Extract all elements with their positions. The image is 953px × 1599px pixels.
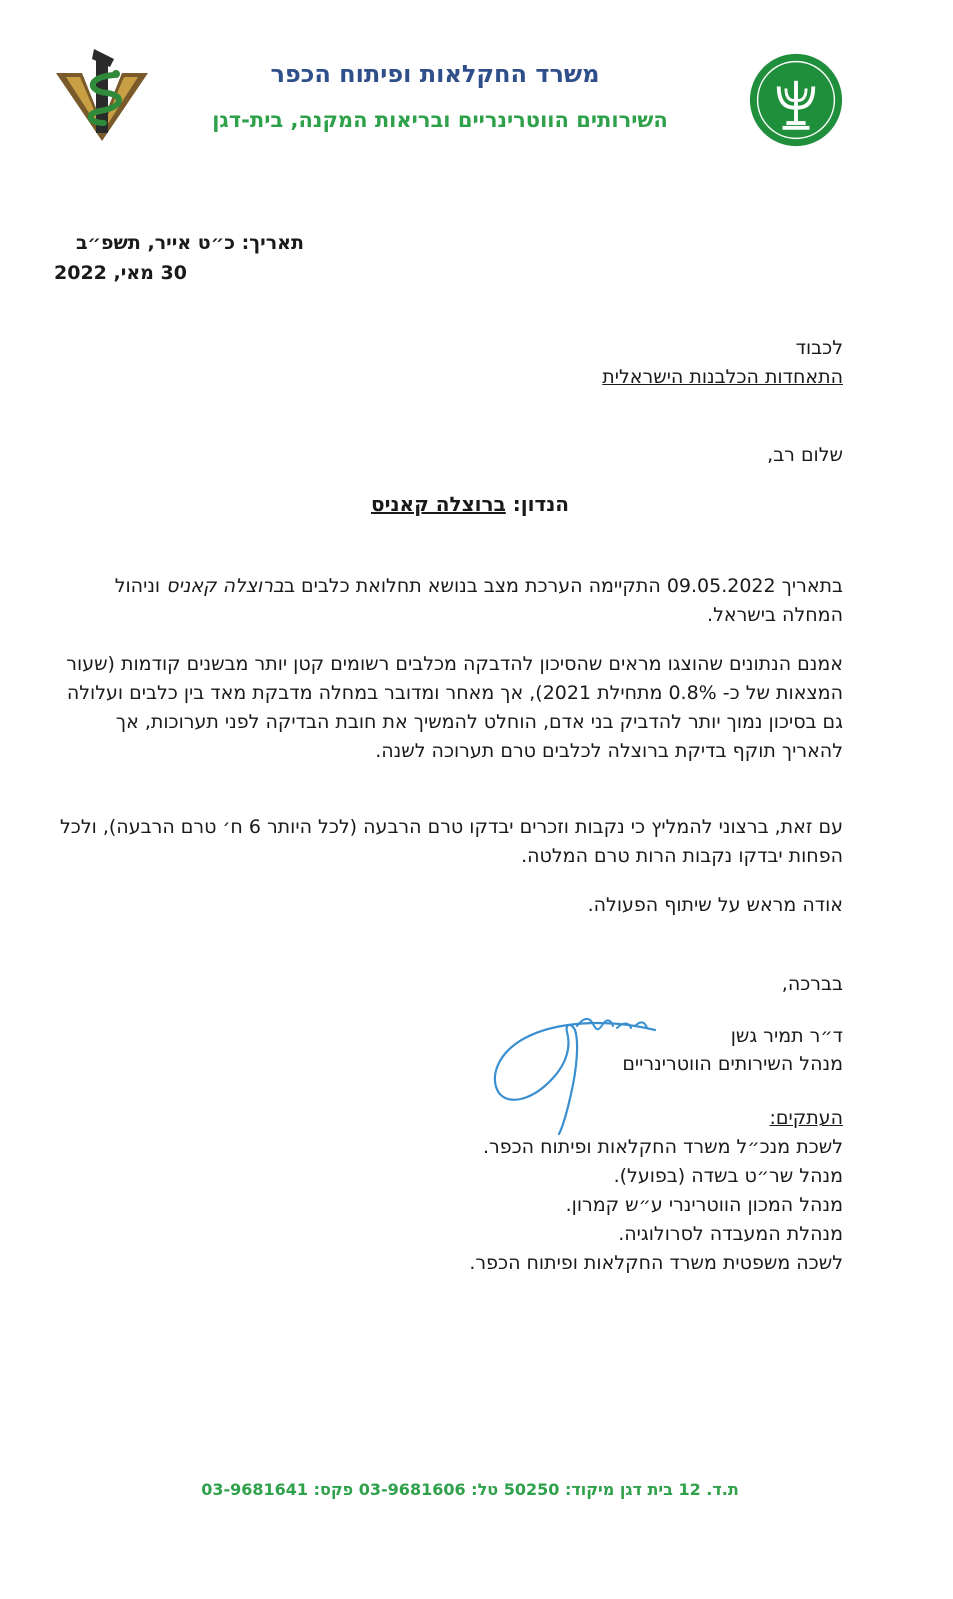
service-title: השירותים הווטרינריים ובריאות המקנה, בית-דגן xyxy=(212,108,668,132)
paragraph-1-italic: ברוצלה קאניס xyxy=(166,575,284,597)
paragraph-1 xyxy=(53,572,843,630)
paragraph-3: עם זאת, ברצוני להמליץ כי נקבות וזכרים יבדקו טרם הרבעה (לכל היותר 6 ח׳ טרם הרבעה), ולכל הפחות יבדקו נקבות הרות טרם המלטה. xyxy=(59,816,843,867)
ministry-title: משרד החקלאות ופיתוח הכפר xyxy=(270,60,600,88)
signer-name: ד״ר תמיר גשן xyxy=(730,1025,843,1047)
recipient-organization: התאחדות הכלבנות הישראלית xyxy=(602,366,843,388)
gregorian-date: 30 מאי, 2022 xyxy=(54,262,187,284)
subject-line xyxy=(300,492,640,516)
copies-label: העתקים: xyxy=(769,1107,843,1129)
paragraph-4: אודה מראש על שיתוף הפעולה. xyxy=(587,894,843,916)
paragraph-1-start: בתאריך 09.05.2022 התקיימה הערכת מצב בנושא תחלואת כלבים ב xyxy=(283,575,843,597)
subject-label: הנדון: xyxy=(512,492,570,516)
subject-text: ברוצלה קאניס xyxy=(370,492,506,516)
recipient-salutation: לכבוד xyxy=(795,337,843,359)
copies-item: מנהל המכון הווטרינרי ע״ש קמרון. xyxy=(565,1194,843,1216)
closing: בברכה, xyxy=(781,973,843,995)
veterinary-services-logo xyxy=(52,45,152,145)
copies-item: לשכה משפטית משרד החקלאות ופיתוח הכפר. xyxy=(469,1252,843,1274)
date-block xyxy=(54,228,304,288)
paragraph-1-end: וניהול המחלה בישראל. xyxy=(114,575,843,626)
copies-item: לשכת מנכ״ל משרד החקלאות ופיתוח הכפר. xyxy=(483,1136,843,1158)
copies-item: מנהלת המעבדה לסרולוגיה. xyxy=(618,1223,843,1245)
paragraph-2: אמנם הנתונים שהוצגו מראים שהסיכון להדבקה מכלבים רשומים קטן יותר מבשנים קודמות (שעור המצאות של כ- 0.8% מתחילת 2021), אך מאחר ומדובר במחלה מדבקת מאד בין כלבים ועלולה גם בסיכון נמוך יותר להדביק בני אדם, הוחלט להמשיך את חובת הבדיקה לפני תערוכות, אך להאריך תוקף בדיקת ברוצלה לכלבים טרם תערוכה לשנה. xyxy=(66,653,843,762)
ministry-emblem-logo xyxy=(748,52,844,148)
copies-block xyxy=(323,1104,843,1278)
footer-contact: ת.ד. 12 בית דגן מיקוד: 50250 טל: 03-9681606 פקס: 03-9681641 xyxy=(201,1480,739,1499)
signer-title: מנהל השירותים הווטרינריים xyxy=(622,1053,843,1075)
copies-item: מנהל שר״ט בשדה (בפועל). xyxy=(613,1165,843,1187)
greeting: שלום רב, xyxy=(767,444,843,466)
hebrew-date: תאריך: כ״ט אייר, תשפ״ב xyxy=(75,232,304,254)
recipient-block xyxy=(423,334,843,392)
